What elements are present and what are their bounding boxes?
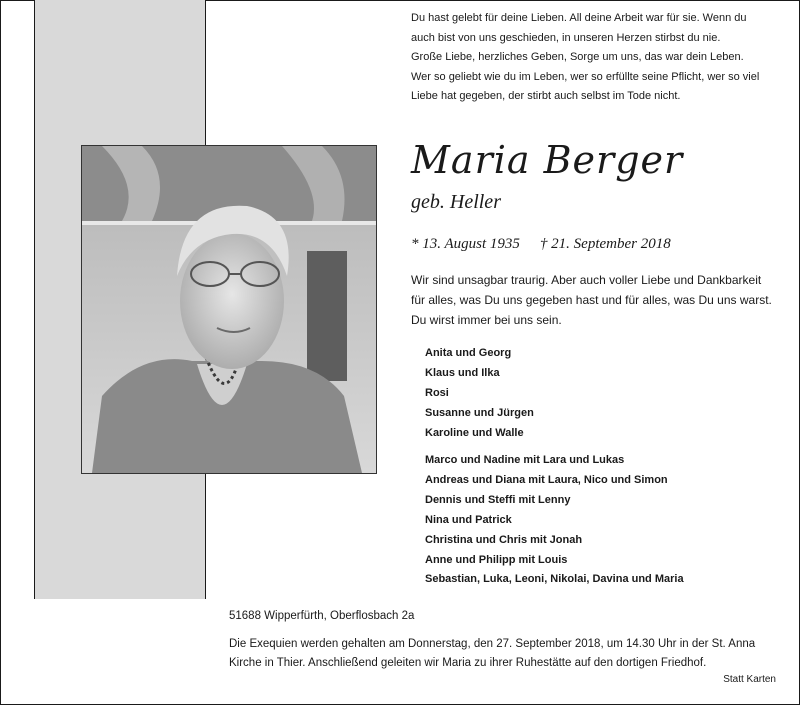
- service-line: Die Exequien werden gehalten am Donnerstag, den 27. September 2018, um 14.30 Uhr in der St. Anna: [229, 638, 756, 650]
- poem-line: auch bist von uns geschieden, in unseren Herzen stirbst du nie.: [411, 31, 721, 44]
- birth-date: * 13. August 1935: [411, 236, 520, 252]
- service-details: [229, 635, 794, 673]
- birth-name: geb. Heller: [411, 191, 501, 213]
- message-line: Wir sind unsagbar traurig. Aber auch voller Liebe und Dankbarkeit: [411, 273, 762, 287]
- mourner-entry: Rosi: [425, 386, 449, 399]
- mourner-entry: Nina und Patrick: [425, 513, 512, 526]
- condolence-message: [411, 270, 791, 330]
- mourner-entry: Karoline und Walle: [425, 426, 524, 439]
- mourner-entry: Marco und Nadine mit Lara und Lukas: [425, 454, 625, 466]
- portrait-image: [82, 146, 376, 473]
- portrait-photo: [81, 145, 377, 474]
- message-line: für alles, was Du uns gegeben hast und für alles, was Du uns warst.: [411, 293, 772, 307]
- life-dates: [411, 236, 671, 253]
- message-line: Du wirst immer bei uns sein.: [411, 313, 562, 327]
- mourners-grandchildren: [425, 451, 795, 590]
- mourner-entry: Christina und Chris mit Jonah: [425, 533, 583, 546]
- mourner-entry: Anita und Georg: [425, 347, 512, 359]
- death-date: † 21. September 2018: [539, 236, 671, 252]
- mourner-entry: Andreas und Diana mit Laura, Nico und Simon: [425, 473, 668, 486]
- mourners-children: [425, 344, 795, 444]
- mourner-entry: Dennis und Steffi mit Lenny: [425, 493, 571, 506]
- poem: [411, 9, 791, 107]
- no-cards-note: Statt Karten: [723, 674, 776, 685]
- service-line: Kirche in Thier. Anschließend geleiten wir Maria zu ihrer Ruhestätte auf den dortigen Friedhof.: [229, 657, 707, 669]
- family-address: 51688 Wipperfürth, Oberflosbach 2a: [229, 610, 415, 622]
- mourner-entry: Klaus und Ilka: [425, 366, 500, 379]
- poem-line: Du hast gelebt für deine Lieben. All deine Arbeit war für sie. Wenn du: [411, 12, 747, 24]
- mourner-entry: Susanne und Jürgen: [425, 406, 534, 419]
- mourner-entry: Sebastian, Luka, Leoni, Nikolai, Davina und Maria: [425, 573, 684, 586]
- poem-line: Große Liebe, herzliches Geben, Sorge um uns, das war dein Leben.: [411, 51, 744, 63]
- deceased-name: Maria Berger: [411, 138, 684, 182]
- poem-line: Liebe hat gegeben, der stirbt auch selbst im Tode nicht.: [411, 90, 681, 102]
- poem-line: Wer so geliebt wie du im Leben, wer so erfüllte seine Pflicht, wer so viel: [411, 70, 760, 83]
- mourner-entry: Anne und Philipp mit Louis: [425, 553, 568, 566]
